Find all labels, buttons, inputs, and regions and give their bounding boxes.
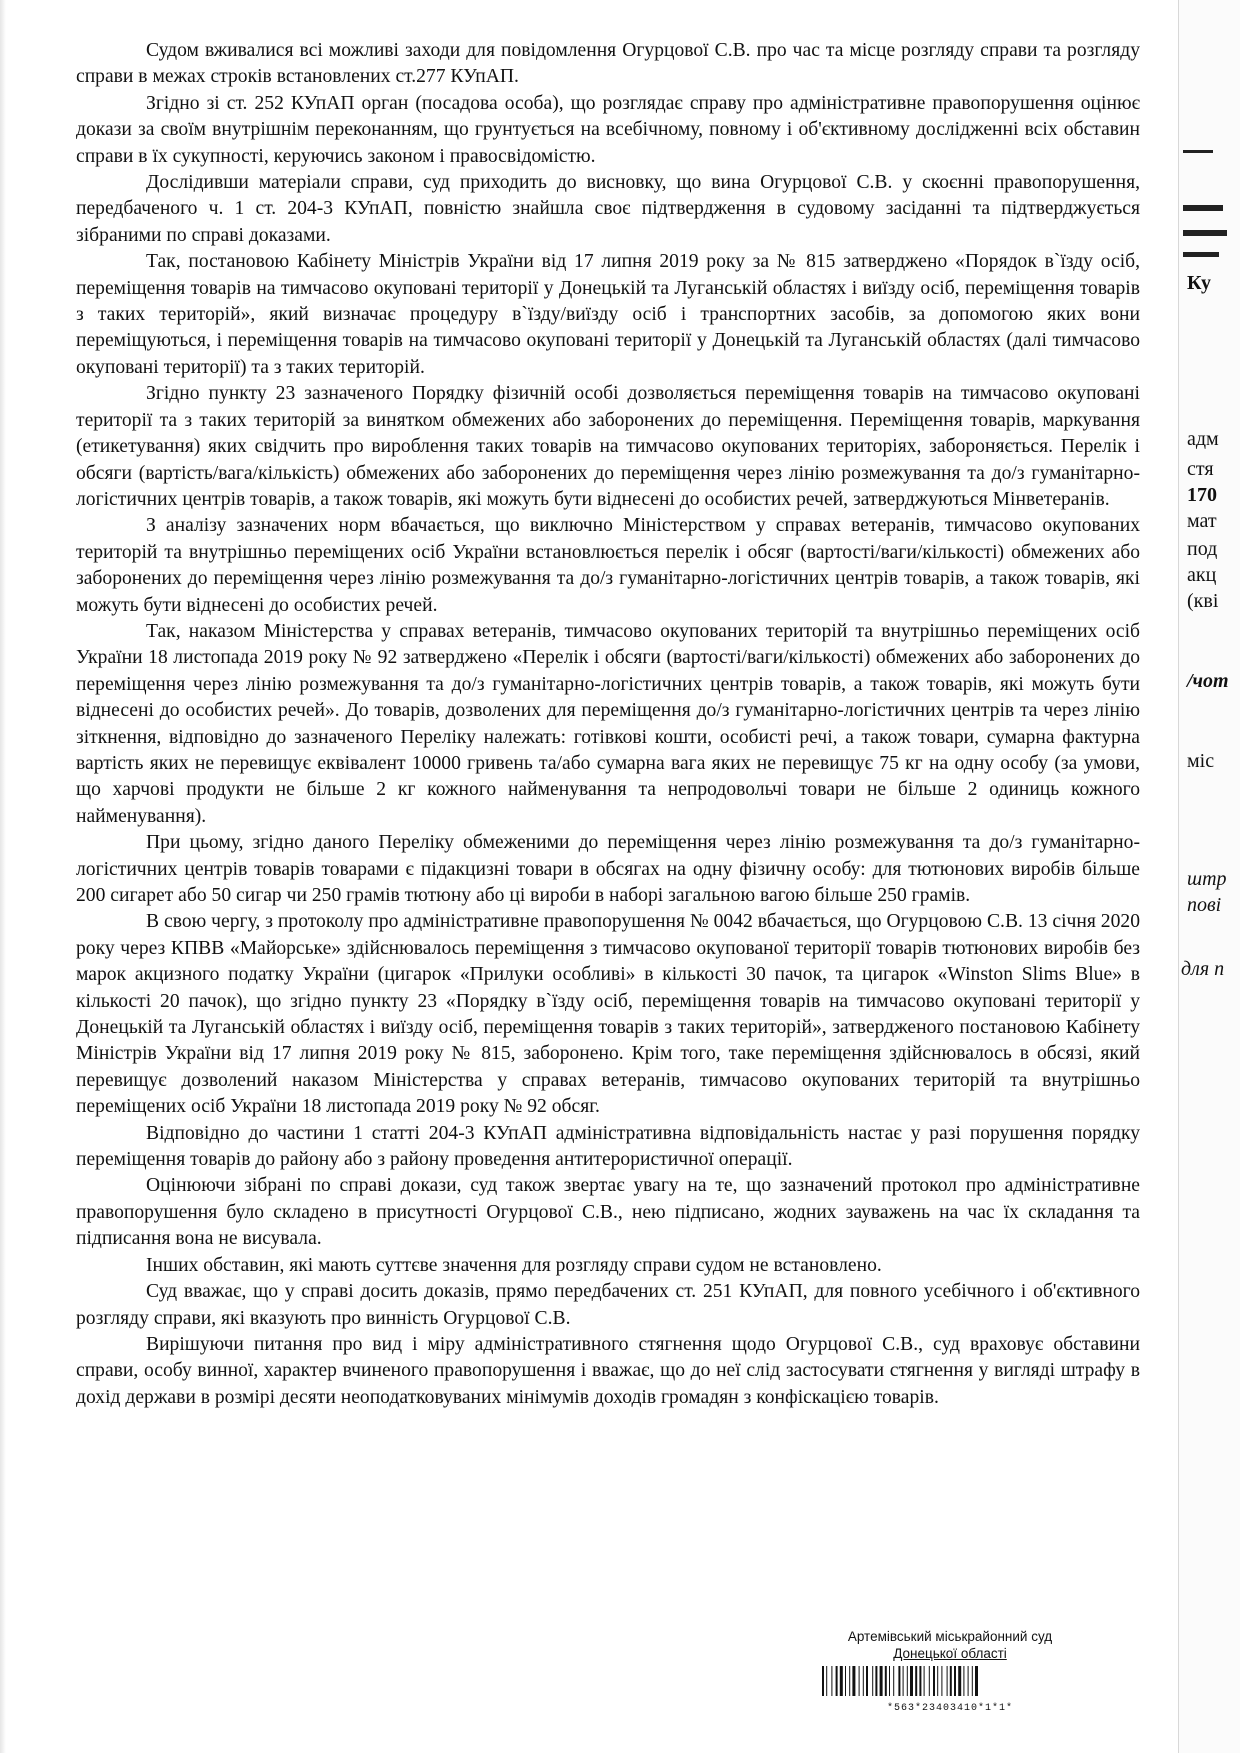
paragraph: Відповідно до частини 1 статті 204-3 КУпАП адміністративна відповідальність настає у разі порушення порядку переміщення товарів до району або з району проведення антитерористичної операції. [76, 1122, 1140, 1171]
adjacent-page-sliver [1178, 0, 1240, 1753]
scan-left-edge [0, 0, 6, 1753]
scan-artifact [1183, 252, 1219, 257]
fragment-text: міс [1187, 750, 1215, 772]
paragraph: Так, наказом Міністерства у справах ветеранів, тимчасово окупованих територій та внутрішньо переміщених осіб України 18 листопада 2019 року № 92 затверджено «Перелік і обсяги (вартості/ваги/кількості) обмежених або заборонених до переміщення через лінію розмежування та до/з гуманітарно-логістичних центрів товарів, а також товарів, які можуть бути віднесені до особистих речей». До товарів, дозволених для переміщення до/з гуманітарно-логістичних центрів та через лінію зіткнення, відповідно до зазначеного Переліку належать: готівкові кошти, особисті речі, а також товари, сумарна фактурна вартість яких не перевищує еквівалент 10000 гривень та/або сумарна вага яких не перевищує 75 кг на одну особу (за умови, що харчові продукти не більше 2 кг кожного найменування та непродовольчі товари не більше 2 одиниць кожного найменування). [76, 620, 1140, 827]
barcode-bar [872, 1666, 873, 1696]
paragraph: Суд вважає, що у справі досить доказів, прямо передбачених ст. 251 КУпАП, для повного усебічного і об'єктивного розгляду справи, які вказують про винність Огурцової С.В. [76, 1281, 1140, 1329]
barcode-number: *563*23403410*1*1* [886, 1703, 1014, 1714]
barcode-bar [947, 1666, 948, 1696]
barcode-bar [866, 1666, 868, 1696]
fragment-text: для п [1181, 958, 1225, 980]
document-body [76, 38, 1140, 1411]
fragment-text: 170 [1187, 484, 1217, 506]
paragraph: З аналізу зазначених норм вбачається, що виключно Міністерством у справах ветеранів, тимчасово окупованих територій та внутрішньо переміщених осіб України встановлюється перелік і обсяг (вартості/ваги/кількості) обмежених або заборонених до переміщення через лінію розмежування та до/з гуманітарно-логістичних центрів товарів, а також товарів, які можуть бути віднесені до особистих речей. [76, 515, 1140, 616]
barcode-bar [933, 1666, 935, 1696]
barcode-bar [963, 1666, 964, 1696]
barcode-bar [919, 1666, 921, 1696]
barcode-bar [915, 1666, 917, 1696]
barcode-bar [954, 1666, 956, 1696]
barcode-bar [929, 1666, 930, 1696]
barcode-bar [880, 1666, 883, 1696]
paragraph: Вирішуючи питання про вид і міру адміністративного стягнення щодо Огурцової С.В., суд враховує обставини справи, особу винної, характер вчиненого правопорушення і вважає, що до неї слід застосувати стягнення у вигляді штрафу в дохід держави в розмірі десяти неоподатковуваних мінімумів доходів громадян з конфіскацією товарів. [76, 1333, 1140, 1408]
barcode-bar [972, 1666, 973, 1696]
fragment-text: адм [1187, 428, 1219, 450]
barcode [820, 1666, 1080, 1696]
scan-artifact [1183, 205, 1223, 211]
barcode-bar [885, 1666, 887, 1696]
barcode-bar [968, 1666, 969, 1696]
court-name: Артемівський міськрайонний суд [847, 1629, 1053, 1644]
barcode-bar [875, 1666, 877, 1696]
barcode-bar [958, 1666, 961, 1696]
barcode-bar [907, 1666, 908, 1696]
barcode-bar [840, 1666, 843, 1696]
paragraph: Згідно пункту 23 зазначеного Порядку фізичній особі дозволяється переміщення товарів на тимчасово окуповані території та з таких територій за винятком обмежених або заборонених до переміщення. Переміщення товарів, маркування (етикетування) яких свідчить про вироблення таких товарів на тимчасово окупованих територіях, забороняється. Перелік і обсяги (вартість/вага/кількість) обмежених або заборонених до переміщення через лінію розмежування та до/з гуманітарно-логістичних центрів товарів, а також товарів, які можуть бути віднесені до особистих речей, затверджуються Мінветеранів. [76, 383, 1140, 510]
barcode-bar [863, 1666, 864, 1696]
barcode-bar [836, 1666, 838, 1696]
fragment-text: Ку [1187, 272, 1212, 294]
barcode-bar [826, 1666, 827, 1696]
fragment-text: стя [1187, 458, 1214, 480]
barcode-bar [924, 1666, 925, 1696]
court-region: Донецької області [893, 1646, 1007, 1661]
barcode-bar [903, 1666, 904, 1696]
paragraph: Інших обставин, які мають суттєве значення для розгляду справи судом не встановлено. [146, 1254, 882, 1276]
barcode-bar [950, 1666, 952, 1696]
fragment-text: /чот [1187, 670, 1229, 692]
barcode-bar [941, 1666, 942, 1696]
paragraph: В свою чергу, з протоколу про адміністративне правопорушення № 0042 вбачається, що Огурцовою С.В. 13 січня 2020 року через КПВВ «Майорське» здійснювалось переміщення з тимчасово окупованої території товарів тютюнових виробів без марок акцизного податку України (цигарок «Прилуки особливі» в кількості 30 пачок, та цигарок «Winston Slims Blue» в кількості 20 пачок), що згідно пункту 23 «Порядку в`їзду осіб, переміщення товарів на тимчасово окуповані території у Донецькій та Луганській областях і виїзду осіб, переміщення товарів з таких територій», затвердженого постановою Кабінету Міністрів України від 17 липня 2019 року № 815, заборонено. Крім того, таке переміщення здійснювалось в обсязі, який перевищує дозволений наказом Міністерства у справах ветеранів, тимчасово окупованих територій та внутрішньо переміщених осіб України 18 листопада 2019 року № 92 обсяг. [76, 911, 1140, 1118]
paragraph: Згідно зі ст. 252 КУпАП орган (посадова особа), що розглядає справу про адміністративне правопорушення оцінює докази за своїм внутрішнім переконанням, що грунтується на всебічному, повному і об'єктивному дослідженні всіх обставин справи в їх сукупності, керуючись законом і правосвідомістю. [76, 92, 1140, 167]
paragraph: Так, постановою Кабінету Міністрів України від 17 липня 2019 року за № 815 затверджено «Порядок в`їзду осіб, переміщення товарів на тимчасово окуповані території у Донецькій та Луганській областях і виїзду осіб, переміщення товарів з таких територій», який визначає процедуру в`їзду/виїзду осіб і транспортних засобів, за допомогою яких вони переміщуються, і переміщення товарів на тимчасово окуповані території у Донецькій та Луганській областях (далі тимчасово окуповані території) та з таких територій. [76, 251, 1140, 378]
fragment-text: пові [1187, 894, 1222, 916]
barcode-bar [845, 1666, 846, 1696]
barcode-bar [898, 1666, 900, 1696]
barcode-bar [893, 1666, 894, 1696]
fragment-text: штр [1187, 868, 1227, 890]
fragment-text: (кві [1187, 590, 1219, 612]
paragraph: Оцінюючи зібрані по справі докази, суд також звертає увагу на те, що зазначений протокол про адміністративне правопорушення було складено в присутності Огурцової С.В., нею підписано, жодних зауважень на час їх складання та підписання вона не висувала. [76, 1175, 1140, 1250]
scan-artifact [1183, 230, 1227, 236]
scan-artifact [1183, 150, 1213, 153]
fragment-text: мат [1187, 510, 1217, 532]
barcode-bar [910, 1666, 913, 1696]
paragraph: Судом вживалися всі можливі заходи для повідомлення Огурцової С.В. про час та місце розгляду справи та розгляду справи в межах строків встановлених ст.277 КУпАП. [76, 40, 1140, 88]
court-stamp [820, 1628, 1080, 1717]
fragment-text: под [1187, 538, 1218, 560]
paragraph: Дослідивши матеріали справи, суд приходить до висновку, що вина Огурцової С.В. у скоєнні правопорушення, передбаченого ч. 1 ст. 204-3 КУпАП, повністю знайшла своє підтвердження в судовому засіданні та підтверджується зібраними по справі доказами. [76, 172, 1140, 246]
barcode-bar [859, 1666, 860, 1696]
barcode-bar [831, 1666, 832, 1696]
paragraph: При цьому, згідно даного Переліку обмеженими до переміщення через лінію розмежування та до/з гуманітарно-логістичних центрів товарів товарами є підакцизні товари в обсягах на одну фізичну особу: для тютюнових виробів більше 200 сигарет або 50 сигар чи 250 грамів тютюну або ці вироби в наборі загальною вагою більше 250 грамів. [76, 832, 1140, 906]
barcode-bar [849, 1666, 850, 1696]
barcode-bar [822, 1666, 824, 1696]
barcode-bar [975, 1666, 978, 1696]
fragment-text: акц [1187, 564, 1217, 586]
barcode-bar [937, 1666, 938, 1696]
barcode-bar [889, 1666, 890, 1696]
barcode-bar [852, 1666, 855, 1696]
